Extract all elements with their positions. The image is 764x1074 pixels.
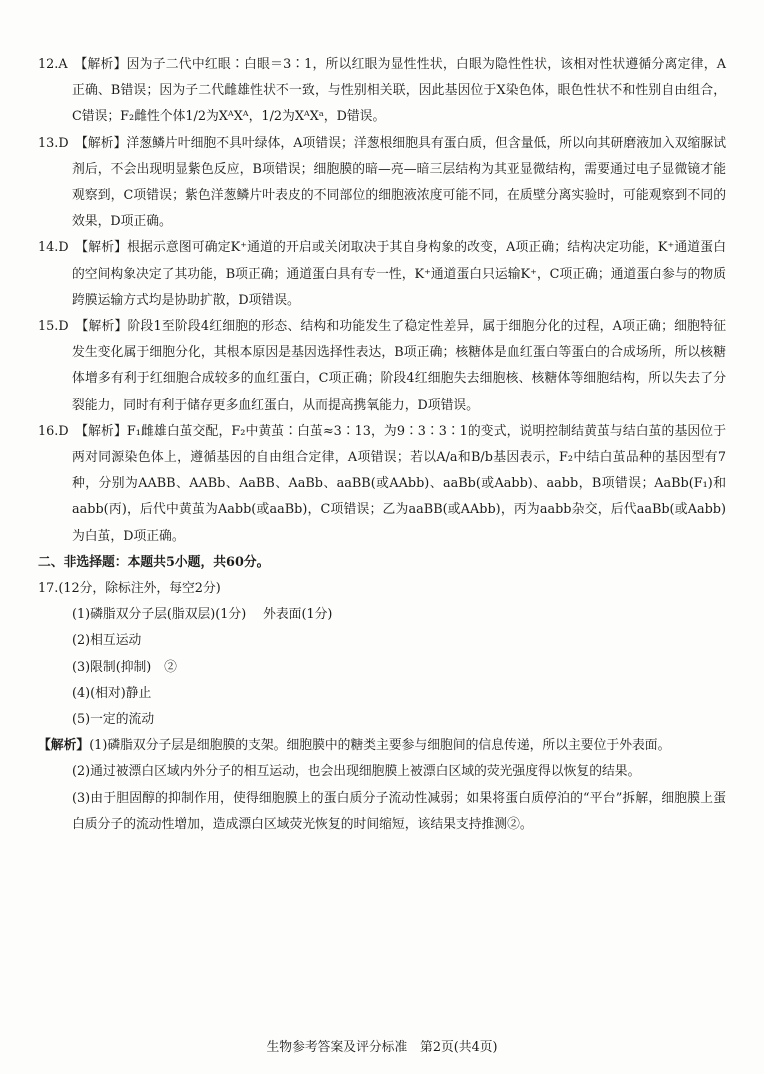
q17-analysis-1-text: (1)磷脂双分子层是细胞膜的支架。细胞膜中的糖类主要参与细胞间的信息传递，所以主要位于外表面。 [89,738,671,754]
analysis-tag: 【解析】 [38,738,90,754]
q17-header: 17.(12分，除标注外，每空2分) [38,581,221,597]
q17-analysis-3: (3)由于胆固醇的抑制作用，使得细胞膜上的蛋白质分子流动性减弱；如果将蛋白质停泊的“平台”拆解，细胞膜上蛋白质分子的流动性增加，造成漂白区域荧光恢复的时间缩短，该结果支持推测②。 [72,790,726,832]
q17-item-4: (4)(相对)静止 [72,685,152,701]
q17-item-1: (1)磷脂双分子层(脂双层)(1分) 外表面(1分) [72,607,333,623]
answer-15: 15.D 【解析】阶段1至阶段4红细胞的形态、结构和功能发生了稳定性差异，属于细胞分化的过程，A项正确；细胞特征发生变化属于细胞分化，其根本原因是基因选择性表达，B项正确；核糖体是血红蛋白等蛋白的合成场所，所以核糖体增多有利于红细胞合成较多的血红蛋白，C项正确；阶段4红细胞失去细胞核、核糖体等细胞结构，所以失去了分裂能力，同时有利于储存更多血红蛋白，从而提高携氧能力，D项错误。 [38,319,726,413]
q17-item-5: (5)一定的流动 [72,712,155,728]
page-content [38,52,726,838]
page-footer: 生物参考答案及评分标准 第2页(共4页) [266,1040,498,1055]
q17-item-2: (2)相互运动 [72,633,142,649]
q17-analysis-2: (2)通过被漂白区域内外分子的相互运动，也会出现细胞膜上被漂白区域的荧光强度得以恢复的结果。 [72,764,641,780]
section-heading-nonchoice: 二、非选择题：本题共5小题，共60分。 [38,554,270,570]
answer-13: 13.D 【解析】洋葱鳞片叶细胞不具叶绿体，A项错误；洋葱根细胞具有蛋白质，但含量低，所以向其研磨液加入双缩脲试剂后，不会出现明显紫色反应，B项错误；细胞膜的暗—亮—暗三层结构为其亚显微结构，需要通过电子显微镜才能观察到，C项错误；紫色洋葱鳞片叶表皮的不同部位的细胞液浓度可能不同，在质壁分离实验时，可能观察到不同的效果，D项正确。 [38,135,726,230]
answer-12: 12.A 【解析】因为子二代中红眼∶白眼＝3∶1，所以红眼为显性性状，白眼为隐性性状，该相对性状遵循分离定律，A正确、B错误；因为子二代雌雄性状不一致，与性别相关联，因此基因位于X染色体，眼色性状不和性别自由组合，C错误；F₂雌性个体1/2为XᴬXᴬ，1/2为XᴬXᵃ，D错误。 [38,57,726,125]
answer-14: 14.D 【解析】根据示意图可确定K⁺通道的开启或关闭取决于其自身构象的改变，A项正确；结构决定功能，K⁺通道蛋白的空间构象决定了其功能，B项正确；通道蛋白具有专一性，K⁺通道蛋白只运输K⁺，C项正确；通道蛋白参与的物质跨膜运输方式均是协助扩散，D项错误。 [38,240,726,308]
q17-item-3: (3)限制(抑制) ② [72,659,177,675]
answer-16: 16.D 【解析】F₁雌雄白茧交配，F₂中黄茧∶白茧≈3∶13，为9∶3∶3∶1的变式，说明控制结黄茧与结白茧的基因位于两对同源染色体上，遵循基因的自由组合定律，A项错误；若以A/a和B/b基因表示，F₂中结白茧品种的基因型有7种，分别为AABB、AABb、AaBB、AaBb、aaBB(或AAbb)、aaBb(或Aabb)、aabb，B项错误；AaBb(F₁)和aabb(丙)，后代中黄茧为Aabb(或aaBb)，C项错误；乙为aaBB(或AAbb)，丙为aabb杂交，后代aaBb(或Aabb)为白茧，D项正确。 [38,423,726,544]
q17-analysis-1 [38,733,726,759]
